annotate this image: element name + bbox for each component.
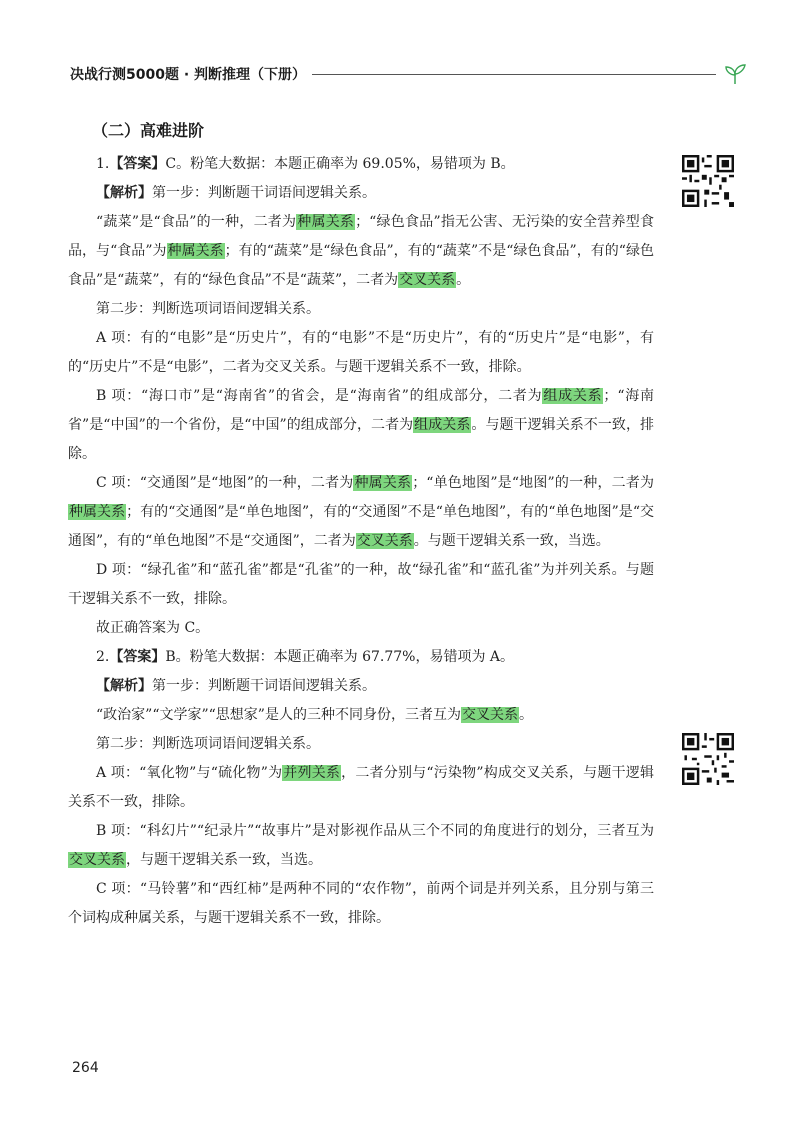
q2-option-c: C 项：“马铃薯”和“西红柿”是两种不同的“农作物”，前两个词是并列关系，且分别与第三个词构成种属关系，与题干逻辑关系不一致，排除。 bbox=[68, 881, 654, 926]
q1-conclusion: 故正确答案为 C。 bbox=[96, 620, 210, 636]
highlight: 交叉关系 bbox=[69, 852, 125, 868]
qr-code-icon[interactable] bbox=[682, 155, 734, 207]
q2-stem-analysis: “政治家”“文学家”“思想家”是人的三种不同身份，三者互为交叉关系。 bbox=[96, 707, 533, 723]
analysis-tag: 【解析】 bbox=[96, 185, 152, 201]
highlight: 种属关系 bbox=[69, 504, 126, 520]
highlight: 组成关系 bbox=[414, 417, 471, 433]
q1-option-d: D 项：“绿孔雀”和“蓝孔雀”都是“孔雀”的一种，故“绿孔雀”和“蓝孔雀”为并列关系。与题干逻辑关系不一致，排除。 bbox=[68, 562, 654, 607]
q1-option-b: B 项：“海口市”是“海南省”的省会，是“海南省”的组成部分，二者为组成关系；“海南省”是“中国”的一个省份，是“中国”的组成部分，二者为组成关系。与题干逻辑关系不一致，排除。 bbox=[68, 388, 655, 462]
analysis-tag: 【解析】 bbox=[96, 678, 152, 694]
qr-code-icon[interactable] bbox=[682, 733, 734, 785]
highlight: 种属关系 bbox=[354, 475, 412, 491]
running-header bbox=[70, 64, 750, 84]
q1-option-c: C 项：“交通图”是“地图”的一种，二者为种属关系；“单色地图”是“地图”的一种，二者为种属关系；有的“交通图”是“单色地图”，有的“交通图”不是“单色地图”，有的“单色地图”是“交通图”，有的“单色地图”不是“交通图”，二者为交叉关系。与题干逻辑关系一致，当选。 bbox=[68, 475, 655, 549]
highlight: 并列关系 bbox=[283, 765, 341, 781]
section-title: （二）高难进阶 bbox=[92, 121, 205, 140]
header-rule bbox=[312, 74, 716, 75]
header-title: 决战行测5000题 · 判断推理（下册） bbox=[70, 67, 307, 83]
q2-analysis-line: 【解析】第一步：判断题干词语间逻辑关系。 bbox=[96, 678, 376, 694]
sprout-icon bbox=[720, 62, 750, 86]
q2-option-a: A 项：“氧化物”与“硫化物”为并列关系，二者分别与“污染物”构成交叉关系，与题干逻辑关系不一致，排除。 bbox=[68, 765, 654, 810]
q1-option-a: A 项：有的“电影”是“历史片”，有的“电影”不是“历史片”，有的“历史片”是“电影”，有的“历史片”不是“电影”，二者为交叉关系。与题干逻辑关系不一致，排除。 bbox=[68, 330, 654, 375]
highlight: 交叉关系 bbox=[399, 272, 456, 288]
answer-tag: 【答案】 bbox=[109, 649, 166, 665]
highlight: 交叉关系 bbox=[356, 533, 413, 549]
page-number: 264 bbox=[72, 1060, 99, 1076]
highlight: 交叉关系 bbox=[461, 707, 518, 723]
answer-content bbox=[68, 150, 654, 933]
highlight: 种属关系 bbox=[167, 243, 224, 259]
q1-stem-analysis: “蔬菜”是“食品”的一种，二者为种属关系；“绿色食品”指无公害、无污染的安全营养型食品，与“食品”为种属关系；有的“蔬菜”是“绿色食品”，有的“蔬菜”不是“绿色食品”，有的“绿色食品”是“蔬菜”，有的“绿色食品”不是“蔬菜”，二者为交叉关系。 bbox=[68, 214, 654, 288]
q1-analysis-line: 【解析】第一步：判断题干词语间逻辑关系。 bbox=[96, 185, 376, 201]
q2-answer-line: 2.【答案】B。粉笔大数据：本题正确率为 67.77%，易错项为 A。 bbox=[96, 649, 515, 665]
q2-step2: 第二步：判断选项词语间逻辑关系。 bbox=[96, 736, 320, 752]
highlight: 种属关系 bbox=[297, 214, 355, 230]
q2-option-b: B 项：“科幻片”“纪录片”“故事片”是对影视作品从三个不同的角度进行的划分，三者互为交叉关系，与题干逻辑关系一致，当选。 bbox=[69, 823, 654, 868]
q1-step2: 第二步：判断选项词语间逻辑关系。 bbox=[96, 301, 320, 317]
highlight: 组成关系 bbox=[543, 388, 603, 404]
answer-tag: 【答案】 bbox=[109, 156, 166, 172]
q1-answer-line: 1.【答案】C。粉笔大数据：本题正确率为 69.05%，易错项为 B。 bbox=[96, 156, 515, 172]
